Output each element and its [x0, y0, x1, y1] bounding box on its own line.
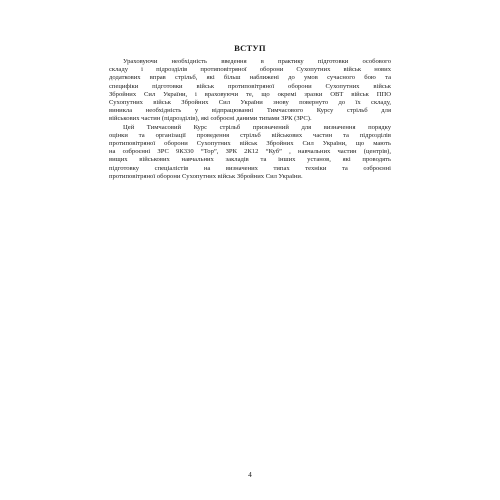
paragraph-2	[109, 124, 391, 181]
page-number: 4	[248, 470, 252, 479]
text-line: специфіки підготовки військ протиповітряної оборони Сухопутних військ	[109, 82, 391, 90]
text-line: протиповітряної оборони Сухопутних військ Збройних Сил України.	[109, 172, 303, 180]
text-line: вищих військових навчальних закладів та інших установ, які проводять	[109, 156, 391, 164]
paragraph-1	[109, 58, 391, 124]
text-line: додаткових вправ стрільб, які більш наближені до умов сучасного бою та	[109, 74, 391, 82]
text-line: оцінки та організації проведення стрільб військових частин та підрозділів	[109, 131, 391, 139]
text-line: Цей Тимчасовий Курс стрільб призначений для визначення порядку	[123, 123, 391, 131]
text-line: Збройних Сил України, і враховуючи те, що окремі зразки ОВТ військ ППО	[109, 90, 391, 98]
text-line: військових частин (підрозділів), які озброєні даними типами ЗРК (ЗРС).	[109, 115, 312, 123]
text-line: складу і підрозділів протиповітряної оборони Сухопутних військ нових	[109, 66, 391, 74]
text-line: на озброєнні ЗРС 9К330 “Тор”, ЗРК 2К12 “Куб” , навчальних частин (центрів),	[109, 148, 391, 156]
text-line: протиповітряної оборони Сухопутних військ Збройних Сил України, що мають	[109, 140, 391, 148]
text-line: виникла необхідність у відпрацюванні Тимчасового Курсу стрільб для	[109, 107, 391, 115]
page-title: ВСТУП	[234, 43, 266, 53]
text-line: Сухопутних військ Збройних Сил України знову повернуто до їх складу,	[109, 99, 391, 107]
document-body	[109, 58, 391, 181]
text-line: підготовку спеціалістів на визначених типах техніки та озброєнні	[109, 164, 391, 172]
text-line: Ураховуючи необхідність введення в практику підготовки особового	[123, 58, 391, 65]
